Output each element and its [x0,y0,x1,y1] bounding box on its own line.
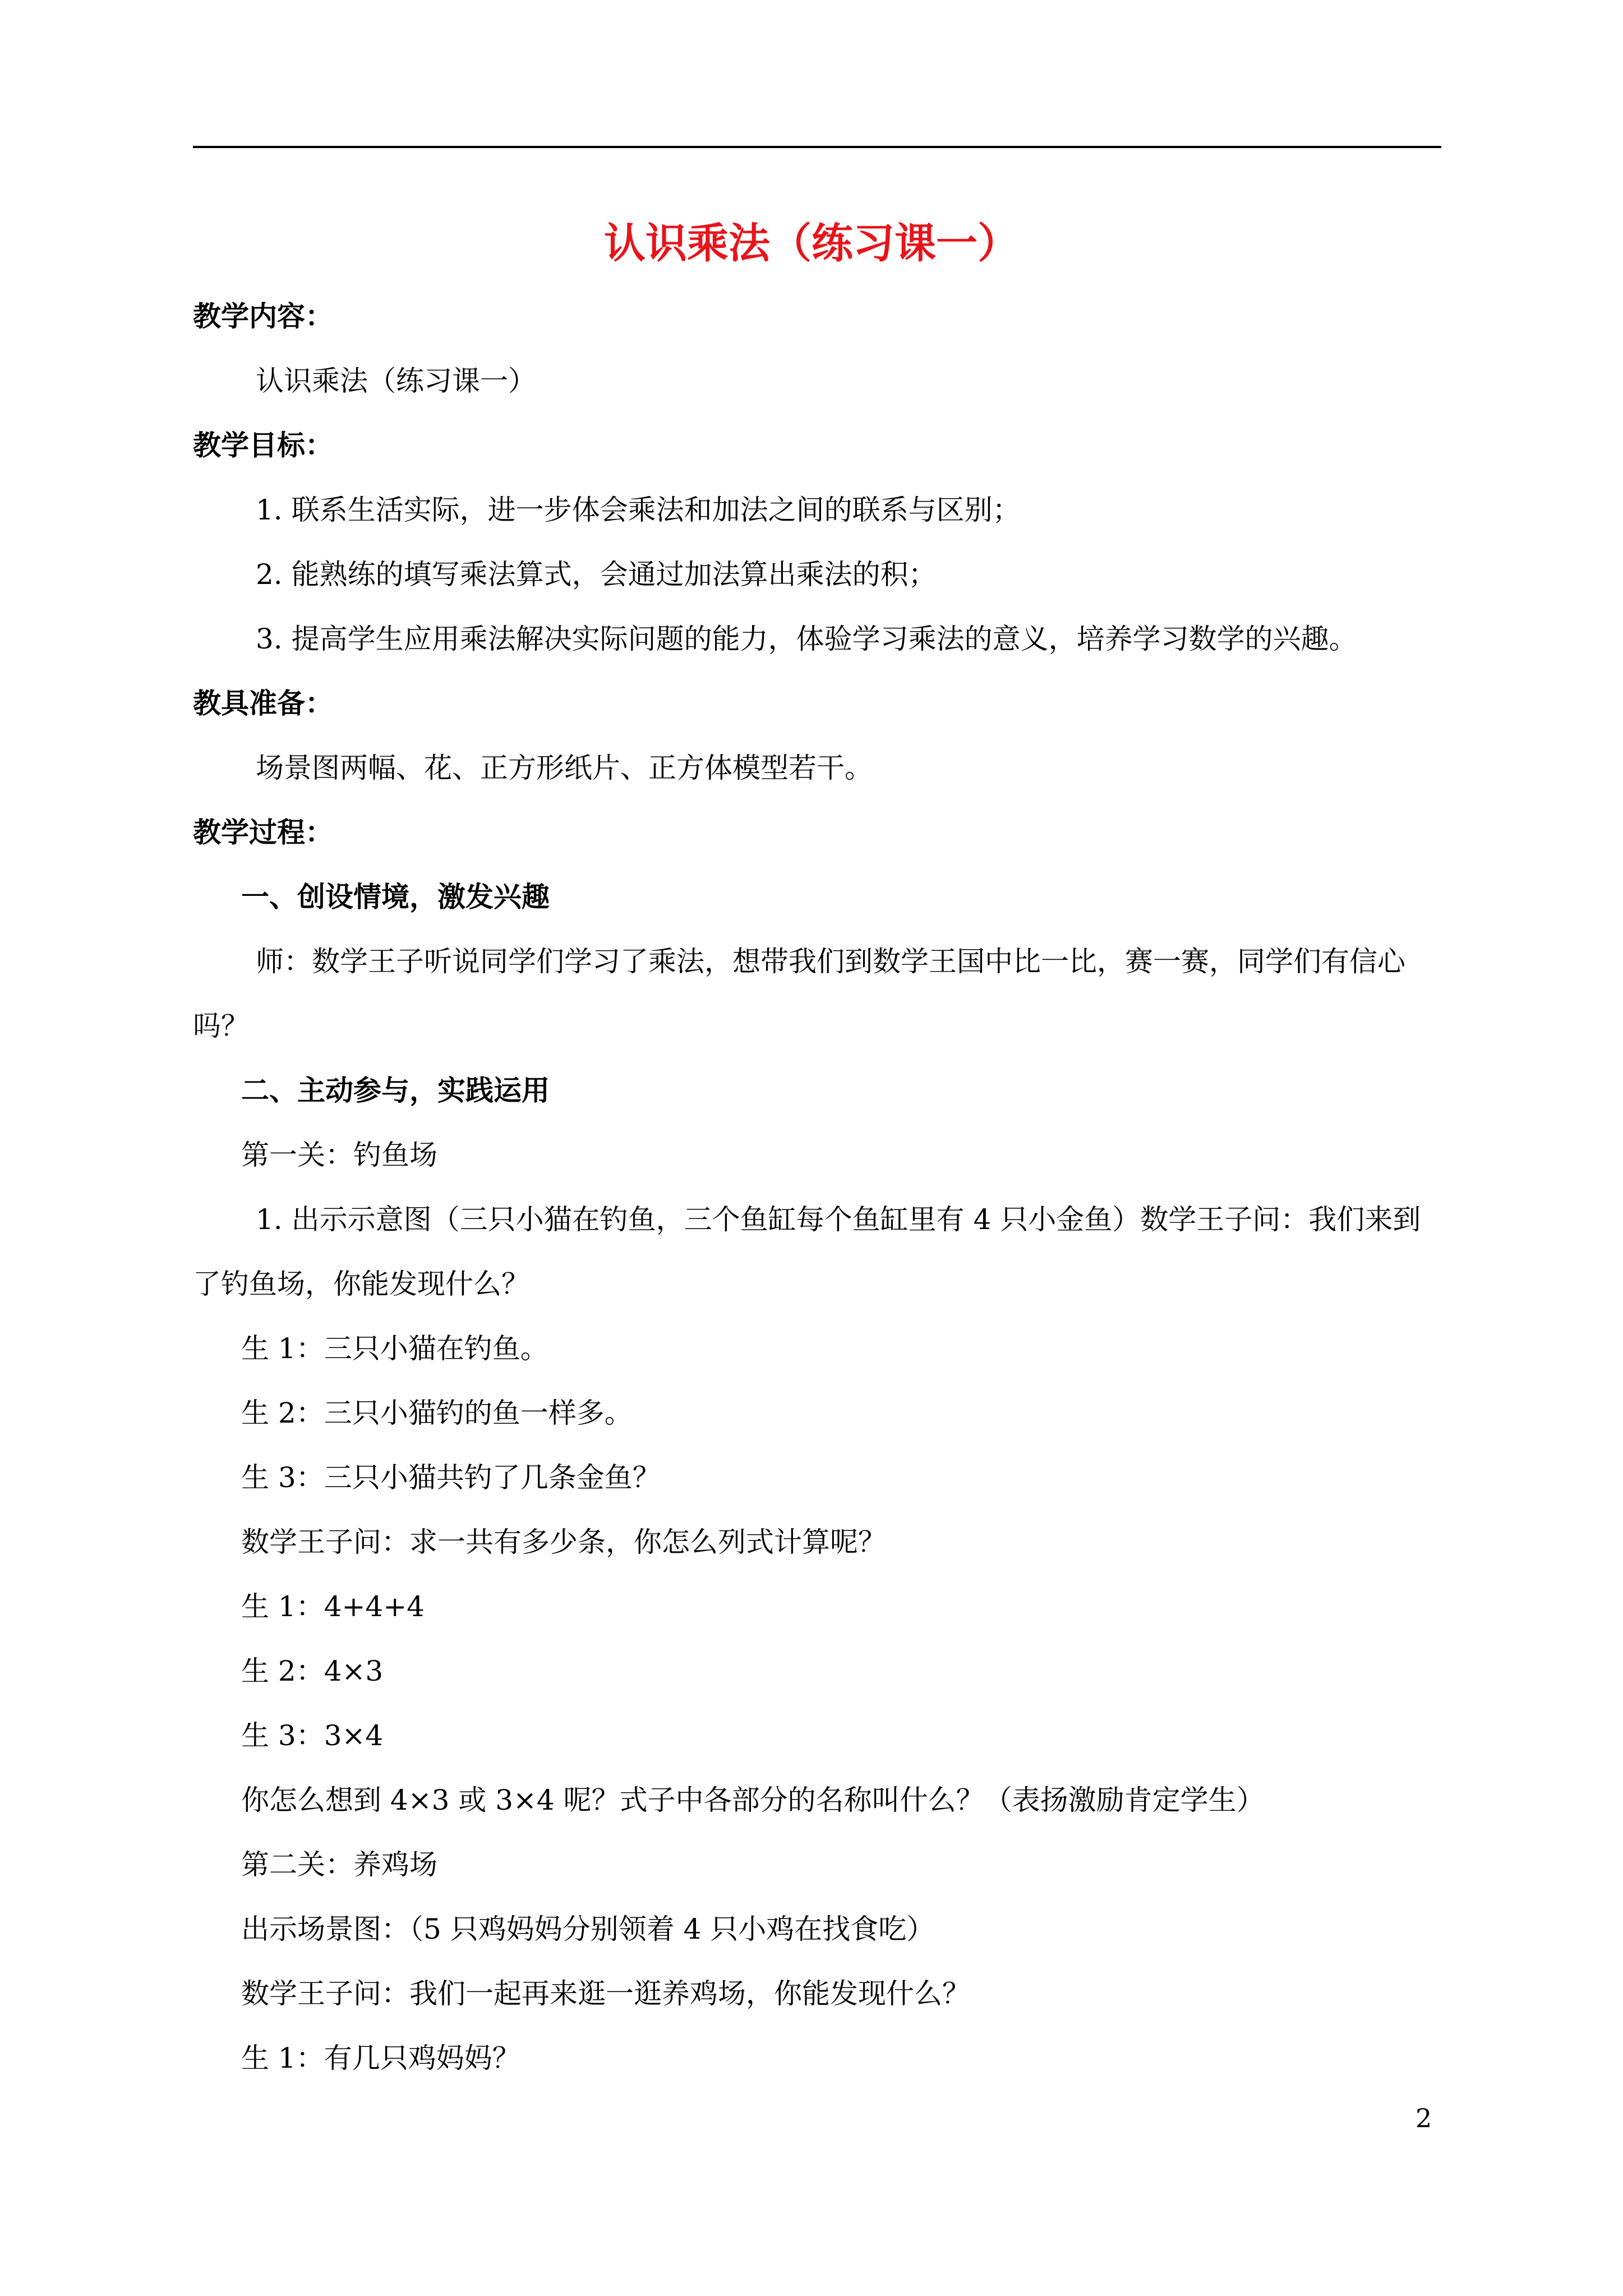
level-1-followup: 你怎么想到 4×3 或 3×4 呢？式子中各部分的名称叫什么？（表扬激励肯定学生） [241,1784,1265,1816]
content-heading: 教学内容： [193,300,333,333]
materials-text: 场景图两幅、花、正方形纸片、正方体模型若干。 [256,752,873,784]
objective-item-3: 3. 提高学生应用乘法解决实际问题的能力，体验学习乘法的意义，培养学习数学的兴趣。 [256,623,1357,655]
content-text: 认识乘法（练习课一） [256,365,536,397]
level-1-answer-1: 生 1：三只小猫在钓鱼。 [241,1332,548,1365]
level-1-expression-2: 生 2：4×3 [241,1655,384,1687]
section-1-paragraph-line-2: 吗？ [193,1010,249,1042]
level-1-paragraph-line-1: 1. 出示示意图（三只小猫在钓鱼，三个鱼缸每个鱼缸里有 4 只小金鱼）数学王子问：我们来到 [256,1203,1421,1236]
level-2-scene: 出示场景图：（5 只鸡妈妈分别领着 4 只小鸡在找食吃） [241,1913,935,1945]
level-1-question: 数学王子问：求一共有多少条，你怎么列式计算呢？ [241,1526,886,1558]
level-1-title: 第一关：钓鱼场 [241,1139,437,1171]
level-1-expression-3: 生 3：3×4 [241,1719,384,1752]
level-1-answer-3: 生 3：三只小猫共钓了几条金鱼？ [241,1461,661,1494]
section-1-heading: 一、创设情境，激发兴趣 [241,880,550,913]
level-2-title: 第二关：养鸡场 [241,1848,437,1881]
objective-item-2: 2. 能熟练的填写乘法算式，会通过加法算出乘法的积； [256,558,937,591]
section-1-paragraph-line-1: 师：数学王子听说同学们学习了乘法，想带我们到数学王国中比一比，赛一赛，同学们有信心 [256,945,1405,978]
section-2-heading: 二、主动参与，实践运用 [241,1074,550,1107]
page-number: 2 [1415,2103,1432,2133]
process-heading: 教学过程： [193,816,333,849]
level-1-expression-1: 生 1：4+4+4 [241,1590,425,1623]
level-2-answer-1: 生 1：有几只鸡妈妈？ [241,2042,520,2074]
document-title: 认识乘法（练习课一） [604,219,1019,268]
header-rule [193,146,1441,148]
materials-heading: 教具准备： [193,687,333,720]
objective-item-1: 1. 联系生活实际，进一步体会乘法和加法之间的联系与区别； [256,494,1021,526]
level-1-answer-2: 生 2：三只小猫钓的鱼一样多。 [241,1397,633,1429]
level-2-question: 数学王子问：我们一起再来逛一逛养鸡场，你能发现什么？ [241,1977,970,2010]
objectives-heading: 教学目标： [193,429,333,462]
level-1-paragraph-line-2: 了钓鱼场，你能发现什么？ [193,1268,529,1300]
